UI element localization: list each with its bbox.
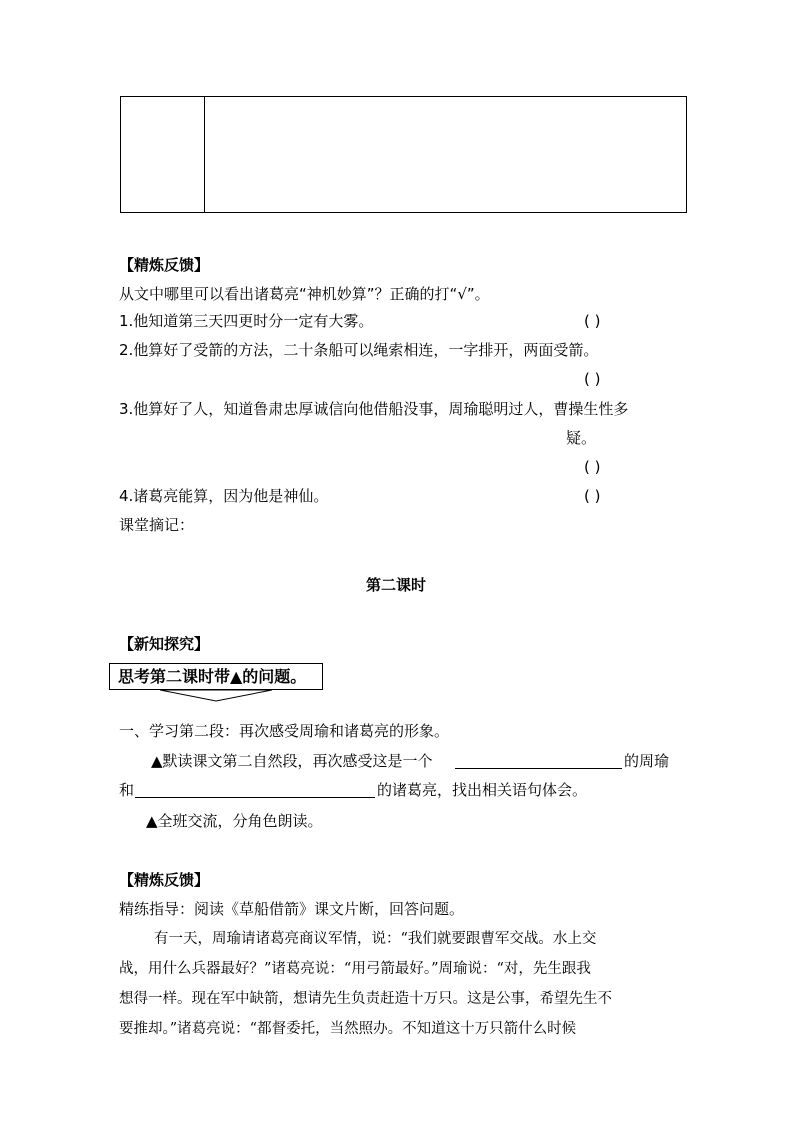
passage-line-2: 战，用什么兵器最好？”诸葛亮说：“用弓箭最好。”周瑜说：“对，先生跟我 xyxy=(119,961,591,977)
choice-item-3-cont: 疑。 xyxy=(566,429,597,447)
section-one-heading: 一、学习第二段：再次感受周瑜和诸葛亮的形象。 xyxy=(119,722,450,740)
answer-table xyxy=(120,96,687,213)
think-question-text: 思考第二课时带▲的问题。 xyxy=(118,667,307,686)
feedback-heading-2: 【精炼反馈】 xyxy=(119,871,210,889)
task-discuss: ▲全班交流，分角色朗读。 xyxy=(146,812,323,830)
task-read-text-c: 和 xyxy=(119,781,135,799)
arrow-down-icon xyxy=(160,690,272,702)
blank-line-zhouyu[interactable] xyxy=(455,768,622,769)
passage-line-3: 想得一样。现在军中缺箭，想请先生负责赶造十万只。这是公事，希望先生不 xyxy=(119,991,612,1007)
answer-paren-4[interactable]: ( ) xyxy=(584,487,601,505)
table-divider xyxy=(204,97,205,212)
task-read-text-b: 的周瑜 xyxy=(624,752,670,770)
notes-label: 课堂摘记： xyxy=(119,516,195,534)
think-question-box xyxy=(109,663,323,690)
feedback-heading-1: 【精炼反馈】 xyxy=(119,256,210,274)
feedback-question: 从文中哪里可以看出诸葛亮“神机妙算”？正确的打“√”。 xyxy=(119,285,490,303)
choice-item-1: 1.他知道第三天四更时分一定有大雾。 xyxy=(119,312,374,330)
explore-heading: 【新知探究】 xyxy=(119,635,210,653)
answer-paren-2[interactable]: ( ) xyxy=(584,370,601,388)
task-read-text-d: 的诸葛亮，找出相关语句体会。 xyxy=(377,781,588,799)
choice-item-3: 3.他算好了人，知道鲁肃忠厚诚信向他借船没事，周瑜聪明过人，曹操生性多 xyxy=(119,400,629,418)
passage-line-4: 要推却。”诸葛亮说：“都督委托，当然照办。不知道这十万只箭什么时候 xyxy=(119,1021,577,1037)
practice-guide: 精练指导：阅读《草船借箭》课文片断，回答问题。 xyxy=(119,900,465,918)
task-read-text-a: ▲默读课文第二自然段，再次感受这是一个 xyxy=(151,752,433,770)
blank-line-zhugeliang[interactable] xyxy=(135,797,375,798)
answer-paren-3[interactable]: ( ) xyxy=(584,458,601,476)
answer-paren-1[interactable]: ( ) xyxy=(584,312,601,330)
choice-item-4: 4.诸葛亮能算，因为他是神仙。 xyxy=(119,487,329,505)
choice-item-2: 2.他算好了受箭的方法，二十条船可以绳索相连，一字排开，两面受箭。 xyxy=(119,341,599,359)
passage-line-1: 有一天，周瑜请诸葛亮商议军情，说：“我们就要跟曹军交战。水上交 xyxy=(154,931,597,947)
lesson-title: 第二课时 xyxy=(366,576,427,594)
